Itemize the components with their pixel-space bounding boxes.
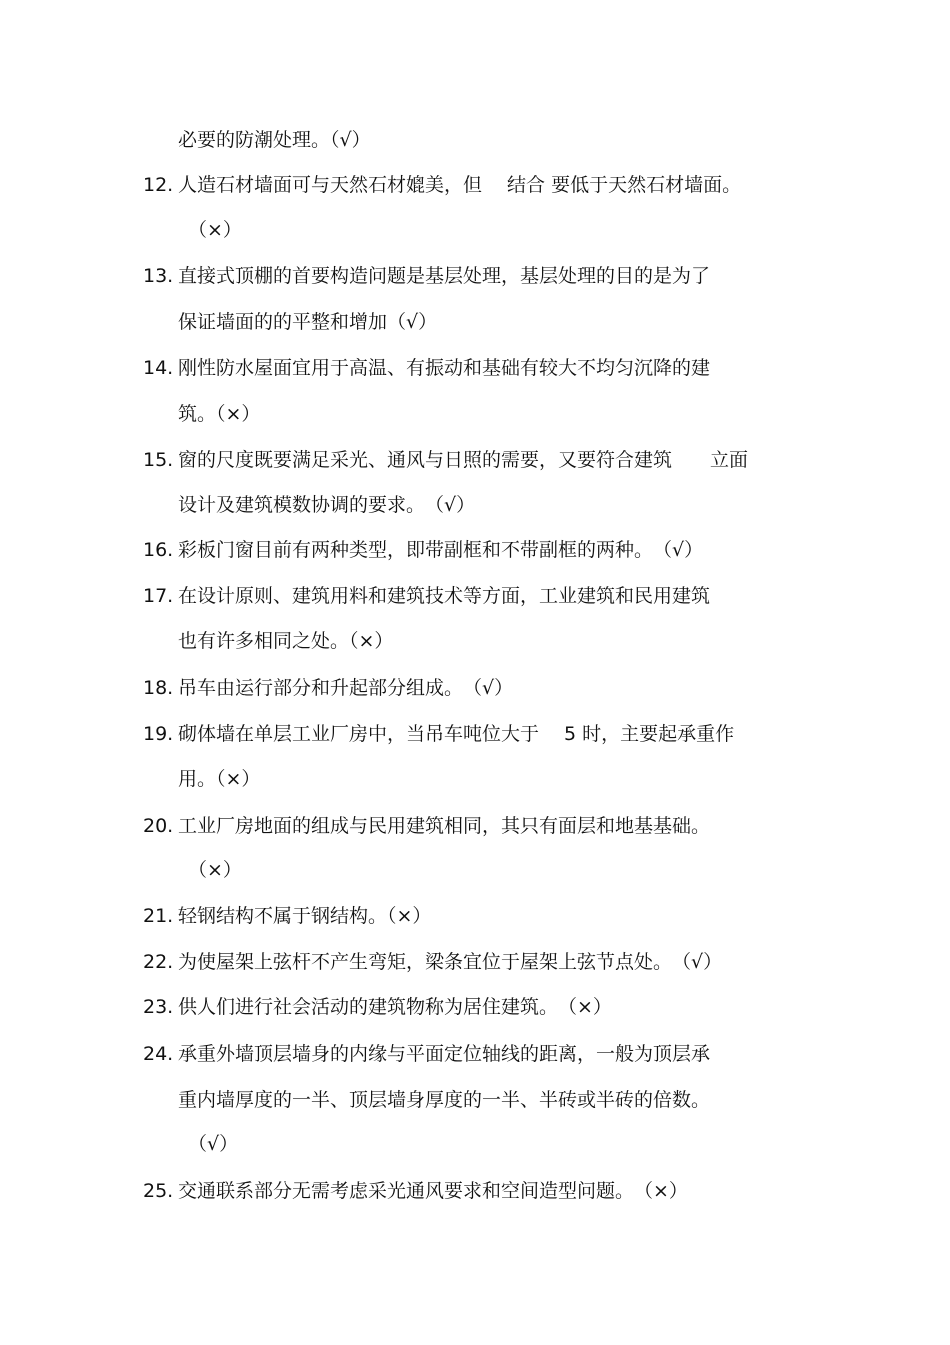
- answer-mark: （×）: [188, 219, 242, 241]
- item-text: 供人们进行社会活动的建筑物称为居住建筑。 （×）: [178, 996, 612, 1018]
- line-text: 设计及建筑模数协调的要求。 （√）: [178, 494, 476, 516]
- line-text: 保证墙面的的平整和增加（√）: [178, 311, 438, 333]
- line-text: 必要的防潮处理。（√）: [178, 129, 371, 151]
- line-text: 用。（×）: [178, 768, 261, 790]
- item-text: 交通联系部分无需考虑采光通风要求和空间造型问题。 （×）: [178, 1180, 688, 1202]
- item-number: 14.: [143, 357, 174, 379]
- item-number: 17.: [143, 585, 174, 607]
- item-text: 在设计原则、建筑用料和建筑技术等方面，工业建筑和民用建筑: [178, 585, 711, 607]
- item-number: 15.: [143, 449, 174, 471]
- item-text: 彩板门窗目前有两种类型，即带副框和不带副框的两种。 （√）: [178, 539, 704, 561]
- item-number: 22.: [143, 951, 174, 973]
- item-number: 19.: [143, 723, 174, 745]
- item-number: 25.: [143, 1180, 174, 1202]
- item-number: 16.: [143, 539, 174, 561]
- item-text: 轻钢结构不属于钢结构。（×）: [178, 905, 432, 927]
- item-number: 21.: [143, 905, 174, 927]
- item-text: 吊车由运行部分和升起部分组成。 （√）: [178, 677, 514, 699]
- line-text: 重内墙厚度的一半、顶层墙身厚度的一半、半砖或半砖的倍数。: [178, 1089, 711, 1111]
- item-text: 砌体墙在单层工业厂房中，当吊车吨位大于 5 时，主要起承重作: [178, 723, 735, 745]
- answer-mark: （√）: [188, 1133, 239, 1155]
- item-text: 窗的尺度既要满足采光、通风与日照的需要，又要符合建筑 立面: [178, 449, 749, 471]
- item-number: 18.: [143, 677, 174, 699]
- item-number: 13.: [143, 265, 174, 287]
- item-text: 为使屋架上弦杆不产生弯矩，梁条宜位于屋架上弦节点处。 （√）: [178, 951, 723, 973]
- line-text: 筑。（×）: [178, 403, 261, 425]
- item-number: 23.: [143, 996, 174, 1018]
- line-text: 也有许多相同之处。（×）: [178, 630, 394, 652]
- item-text: 刚性防水屋面宜用于高温、有振动和基础有较大不均匀沉降的建: [178, 357, 711, 379]
- item-number: 20.: [143, 815, 174, 837]
- item-number: 24.: [143, 1043, 174, 1065]
- item-text: 工业厂房地面的组成与民用建筑相同，其只有面层和地基基础。: [178, 815, 711, 837]
- item-number: 12.: [143, 174, 174, 196]
- item-text: 人造石材墙面可与天然石材媲美，但 结合 要低于天然石材墙面。: [178, 174, 742, 196]
- item-text: 承重外墙顶层墙身的内缘与平面定位轴线的距离，一般为顶层承: [178, 1043, 711, 1065]
- answer-mark: （×）: [188, 859, 242, 881]
- item-text: 直接式顶棚的首要构造问题是基层处理，基层处理的目的是为了: [178, 265, 711, 287]
